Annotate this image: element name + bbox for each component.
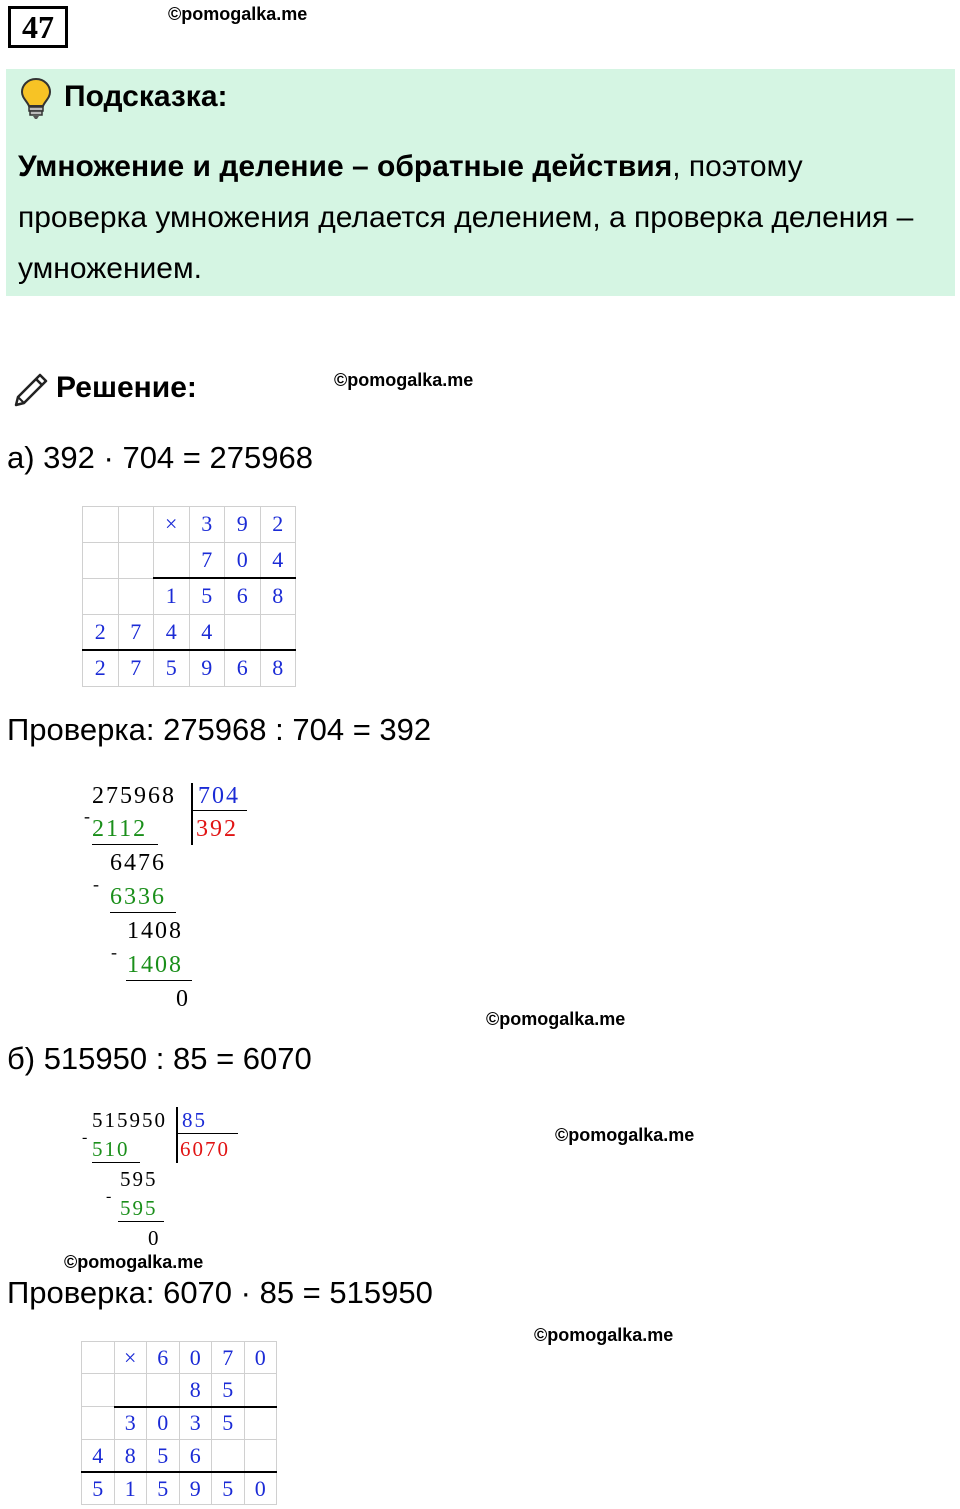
division-bar [176,1133,238,1134]
division-bar [191,810,247,811]
grid-cell: 5 [212,1374,245,1407]
equation-b: б) 515950 : 85 = 6070 [7,1041,312,1076]
grid-row [83,614,296,650]
grid-cell [147,1374,180,1407]
grid-cell: 9 [189,650,225,686]
grid-cell [83,542,119,578]
grid-cell: 3 [114,1407,147,1440]
grid-row [83,507,296,543]
grid-cell: 8 [260,578,296,614]
grid-cell [82,1342,115,1374]
grid-cell: 0 [225,542,261,578]
grid-row [82,1407,277,1440]
quotient-b: 6070 [180,1137,230,1161]
step-a-2: 6476 [110,850,166,876]
step-a-6: 0 [176,986,190,1012]
grid-row [83,542,296,578]
grid-cell: 4 [260,542,296,578]
grid-cell: 4 [154,614,190,650]
grid-cell: 1 [114,1472,147,1505]
grid-cell: 5 [189,578,225,614]
grid-cell: 4 [82,1439,115,1472]
grid-cell: 6 [147,1342,180,1374]
hint-text [18,141,938,294]
grid-cell: 2 [83,650,119,686]
grid-row [82,1439,277,1472]
divisor-b: 85 [182,1108,207,1132]
grid-cell: 5 [147,1439,180,1472]
multiplication-table-b [81,1341,277,1505]
grid-cell: 8 [179,1374,212,1407]
grid-cell [83,578,119,614]
step-b-1: 510 [92,1137,130,1161]
step-a-5: 1408 [127,952,183,978]
minus-sign: - [93,874,101,894]
check-a: Проверка: 275968 : 704 = 392 [7,712,432,747]
grid-cell: 5 [212,1472,245,1505]
grid-cell [82,1374,115,1407]
minus-sign: - [84,806,92,826]
division-underline [118,1221,164,1222]
division-bar [176,1107,178,1163]
hint-bold: Умножение и деление – обратные действия [18,150,673,183]
grid-cell: 2 [83,614,119,650]
division-underline [126,980,192,981]
grid-cell: 9 [225,507,261,543]
division-bar [191,783,193,845]
grid-cell [225,614,261,650]
grid-row [83,650,296,686]
grid-cell: 0 [244,1342,277,1374]
grid-cell: 9 [179,1472,212,1505]
grid-cell [244,1439,277,1472]
grid-cell [212,1439,245,1472]
grid-cell [118,542,154,578]
step-a-1: 2112 [92,816,148,842]
grid-cell: 8 [114,1439,147,1472]
division-underline [110,912,176,913]
watermark: ©pomogalka.me [555,1125,695,1145]
grid-cell [244,1407,277,1440]
grid-cell: 2 [260,507,296,543]
multiply-sign: × [154,507,190,543]
dividend-b: 515950 [92,1108,167,1132]
grid-cell [83,507,119,543]
step-b-3: 595 [120,1196,158,1220]
grid-cell [114,1374,147,1407]
grid-cell: 1 [154,578,190,614]
grid-cell: 3 [189,507,225,543]
grid-cell: 5 [154,650,190,686]
grid-cell: 5 [82,1472,115,1505]
grid-cell: 7 [118,614,154,650]
step-b-4: 0 [148,1226,161,1250]
grid-row [82,1342,277,1374]
pencil-icon [10,367,52,409]
minus-sign: - [82,1129,90,1146]
divisor-a: 704 [198,783,240,809]
grid-cell: 7 [118,650,154,686]
watermark: ©pomogalka.me [534,1325,674,1345]
division-underline [92,844,158,845]
grid-cell: 7 [189,542,225,578]
step-b-2: 595 [120,1167,158,1191]
grid-row [82,1472,277,1505]
watermark: ©pomogalka.me [64,1252,204,1272]
grid-cell [154,542,190,578]
hint-title: Подсказка: [64,80,228,113]
grid-cell [260,614,296,650]
solution-title: Решение: [56,371,197,404]
equation-a: а) 392 · 704 = 275968 [7,440,313,475]
grid-cell: 6 [179,1439,212,1472]
grid-cell [118,578,154,614]
minus-sign: - [106,1188,114,1205]
grid-cell: 6 [225,578,261,614]
grid-cell: 4 [189,614,225,650]
quotient-a: 392 [196,816,238,842]
grid-row [82,1374,277,1407]
grid-row [83,578,296,614]
minus-sign: - [111,942,119,962]
task-number: 47 [8,6,68,48]
watermark: ©pomogalka.me [334,370,474,390]
grid-cell: 0 [244,1472,277,1505]
grid-cell: 7 [212,1342,245,1374]
step-a-4: 1408 [127,918,183,944]
grid-cell [82,1407,115,1440]
division-underline [92,1162,140,1163]
grid-cell: 5 [212,1407,245,1440]
multiplication-table-a [82,506,296,687]
hint-rest: , поэтому проверка умножения делается делением, а проверка деления – умножением. [18,150,914,285]
grid-cell: 0 [179,1342,212,1374]
watermark: ©pomogalka.me [486,1009,626,1029]
grid-cell [118,507,154,543]
grid-cell: 0 [147,1407,180,1440]
multiply-sign: × [114,1342,147,1374]
dividend-a: 275968 [92,783,176,809]
lightbulb-icon [18,76,54,120]
grid-cell [244,1374,277,1407]
grid-cell: 3 [179,1407,212,1440]
grid-cell: 5 [147,1472,180,1505]
grid-cell: 6 [225,650,261,686]
step-a-3: 6336 [110,884,166,910]
grid-cell: 8 [260,650,296,686]
watermark: ©pomogalka.me [168,4,308,24]
check-b: Проверка: 6070 · 85 = 515950 [7,1275,433,1310]
